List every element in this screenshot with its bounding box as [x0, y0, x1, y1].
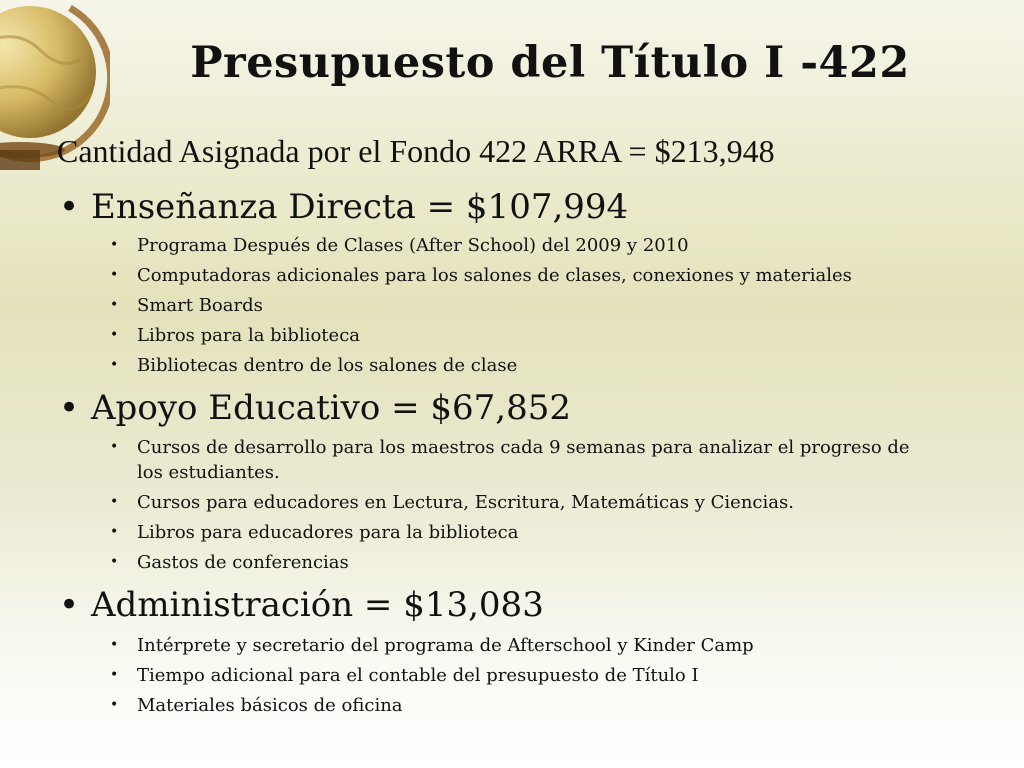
section-heading-administracion	[59, 585, 544, 625]
list-item: • Smart Boards	[110, 295, 263, 316]
slide-title: Presupuesto del Título I -422	[190, 38, 910, 88]
bullet: •	[110, 237, 119, 253]
section-heading-apoyo	[59, 388, 571, 428]
list-item: • Cursos de desarrollo para los maestros cada 9 semanas para analizar el progreso de	[110, 437, 910, 458]
list-item: • Materiales básicos de oficina	[110, 695, 403, 716]
allocation-total: Cantidad Asignada por el Fondo 422 ARRA = $213,948	[57, 133, 775, 169]
bullet: •	[110, 327, 119, 343]
bullet: •	[59, 187, 80, 227]
list-item: • Cursos para educadores en Lectura, Escritura, Matemáticas y Ciencias.	[110, 492, 794, 513]
list-item: • Bibliotecas dentro de los salones de clase	[110, 355, 518, 376]
list-item: • Programa Después de Clases (After School) del 2009 y 2010	[110, 235, 689, 256]
bullet: •	[110, 357, 119, 373]
bullet: •	[110, 667, 119, 683]
bullet: •	[110, 637, 119, 653]
bullet: •	[59, 388, 80, 428]
bullet: •	[110, 439, 119, 455]
bullet: •	[59, 585, 80, 625]
list-item: • Libros para educadores para la biblioteca	[110, 522, 519, 543]
bullet: •	[110, 297, 119, 313]
list-item: • Tiempo adicional para el contable del presupuesto de Título I	[110, 665, 699, 686]
bullet: •	[110, 524, 119, 540]
list-item: • Intérprete y secretario del programa de Afterschool y Kinder Camp	[110, 635, 754, 656]
bullet: •	[110, 697, 119, 713]
list-item: • Computadoras adicionales para los salones de clases, conexiones y materiales	[110, 265, 852, 286]
section-heading-ensenanza	[59, 187, 628, 227]
section-heading-label: Apoyo Educativo = $67,852	[91, 388, 571, 428]
bullet: •	[110, 267, 119, 283]
bullet: •	[110, 554, 119, 570]
section-heading-label: Administración = $13,083	[91, 585, 544, 625]
section-heading-label: Enseñanza Directa = $107,994	[91, 187, 629, 227]
bullet: •	[110, 494, 119, 510]
list-item: • Gastos de conferencias	[110, 552, 349, 573]
list-item: • Libros para la biblioteca	[110, 325, 361, 346]
list-item-continuation: los estudiantes.	[137, 462, 280, 483]
